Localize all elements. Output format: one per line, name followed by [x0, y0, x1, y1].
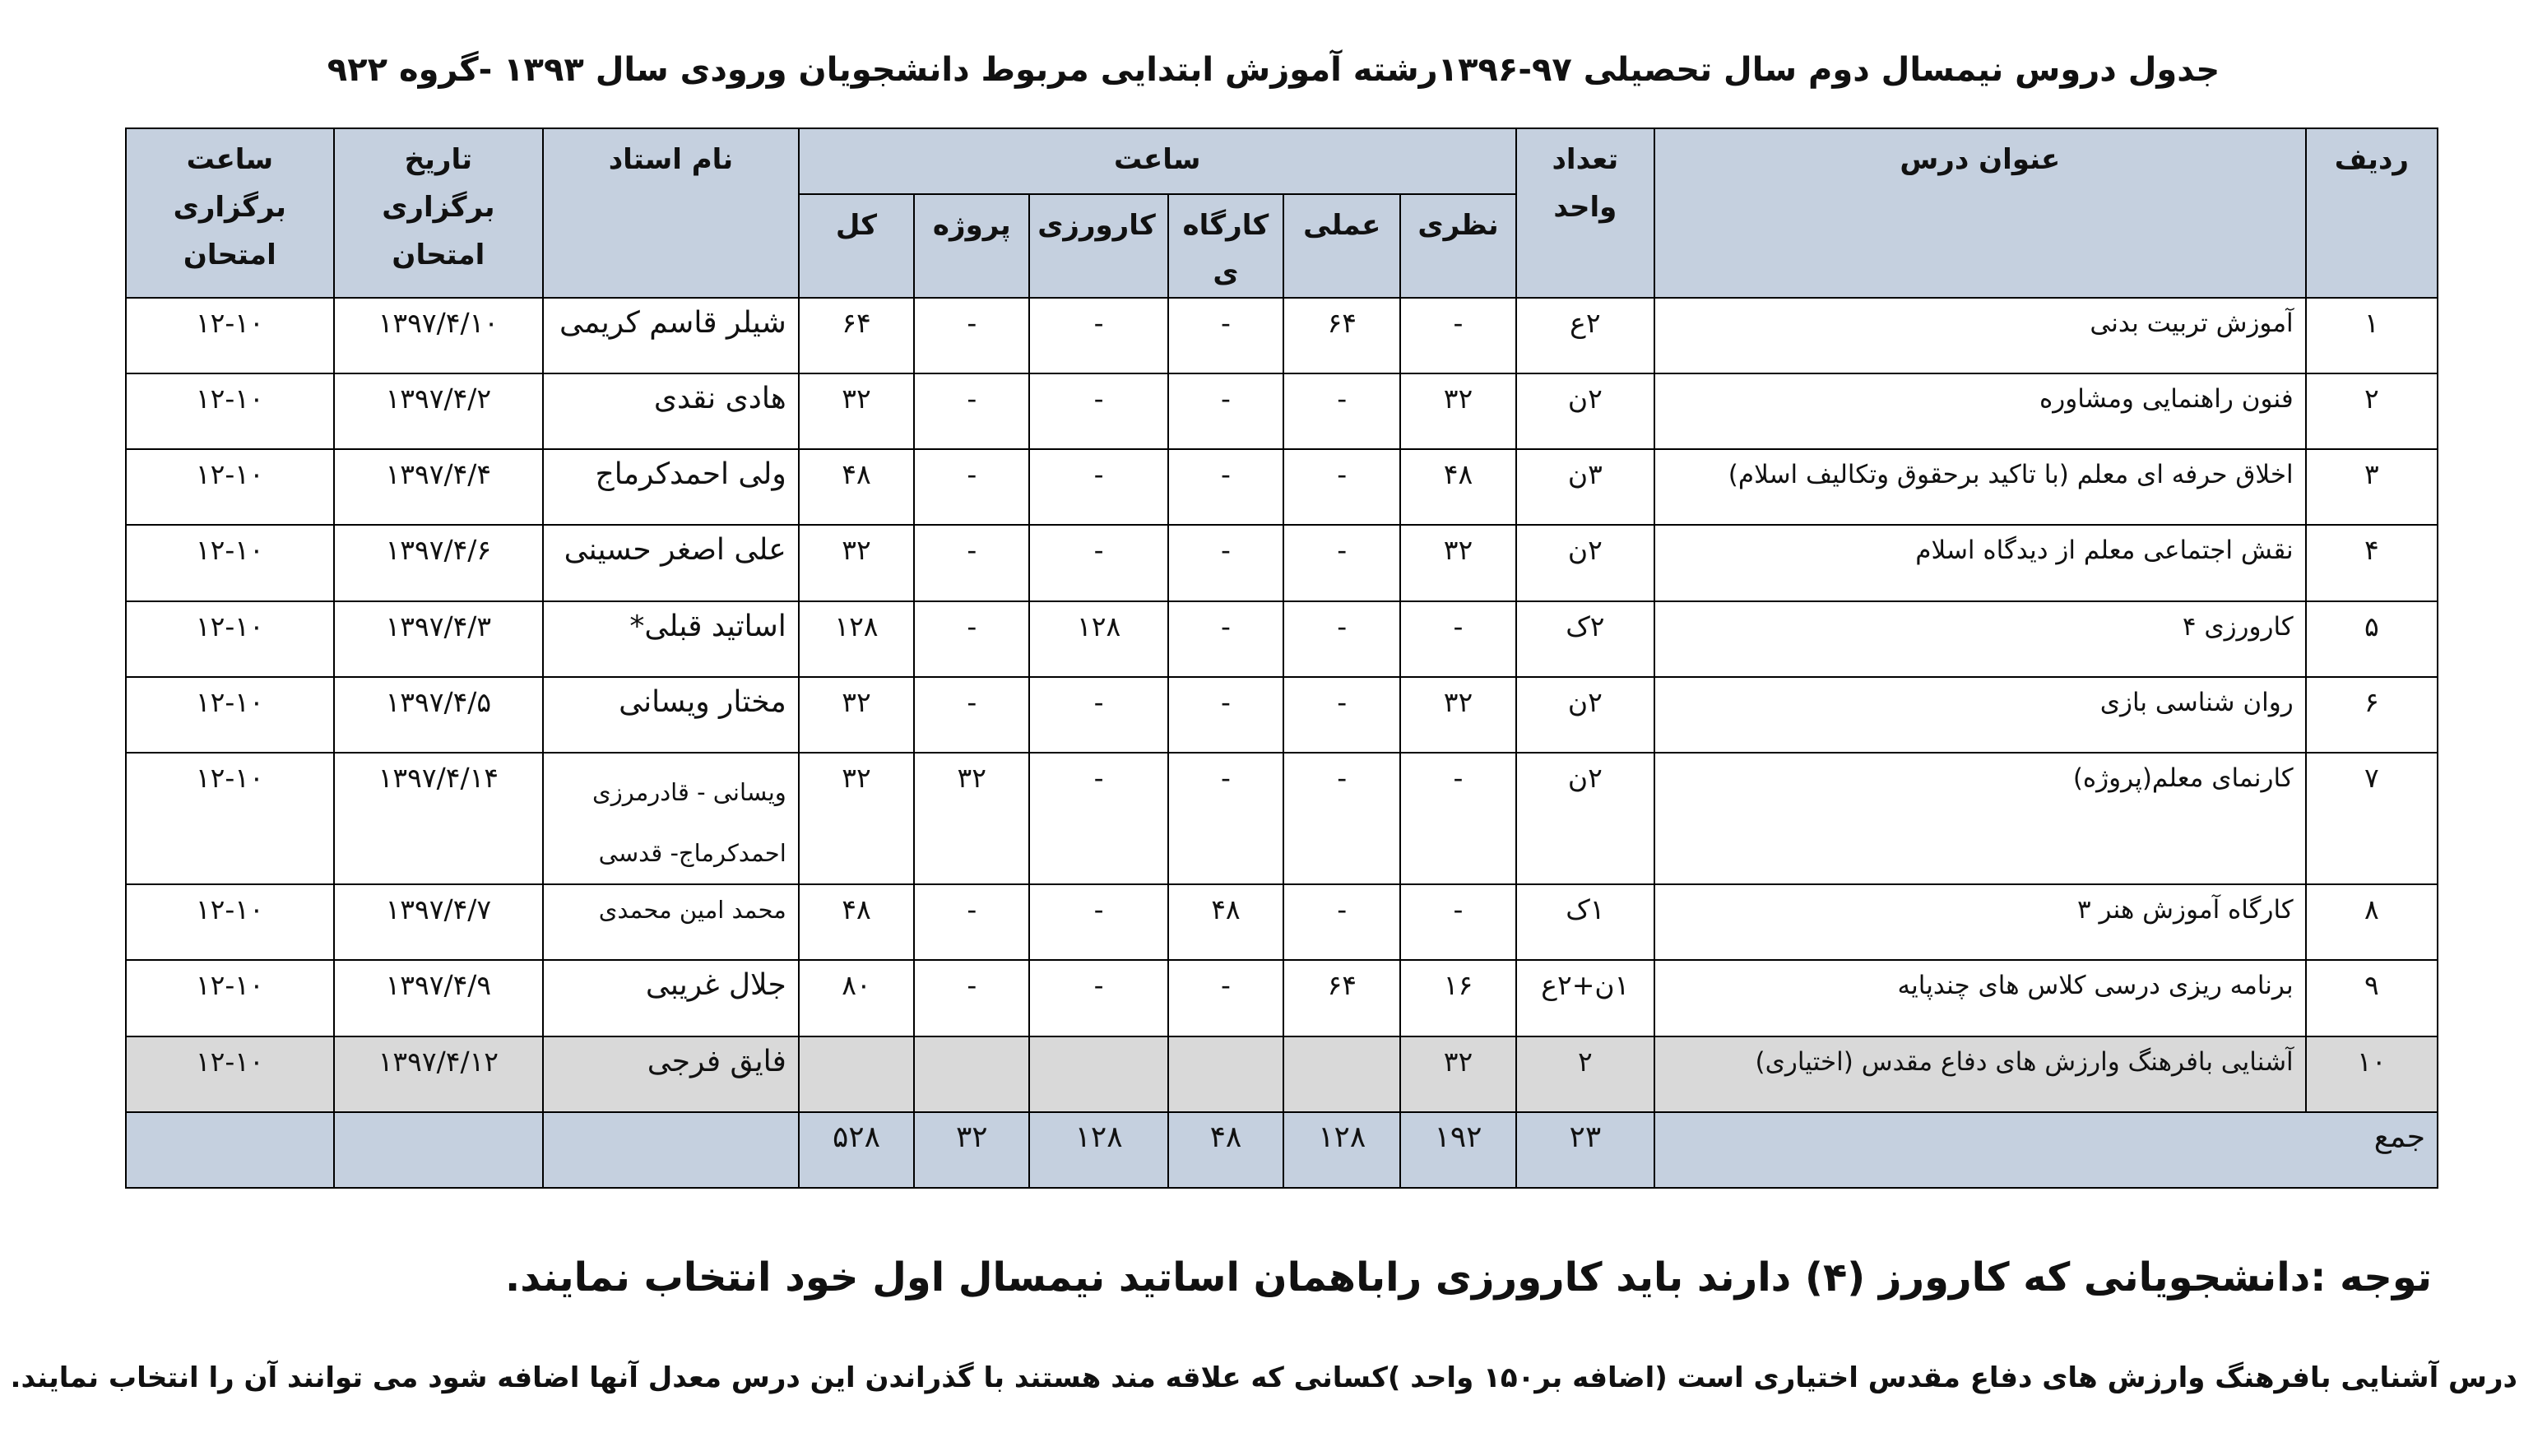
cell-total: ۳۲ [799, 373, 914, 449]
cell-exam-time: ۱۲-۱۰ [126, 449, 334, 525]
cell-theory: ۳۲ [1400, 525, 1515, 600]
totals-theory: ۱۹۲ [1400, 1112, 1515, 1188]
header-total: کل [799, 194, 914, 298]
cell-exam-time: ۱۲-۱۰ [126, 1036, 334, 1112]
cell-workshop: - [1168, 677, 1283, 753]
cell-theory: ۴۸ [1400, 449, 1515, 525]
cell-workshop: - [1168, 753, 1283, 884]
header-course-title: عنوان درس [1654, 128, 2306, 298]
cell-exam-date: ۱۳۹۷/۴/۳ [334, 601, 544, 677]
cell-theory: - [1400, 298, 1515, 373]
cell-practical [1283, 1036, 1400, 1112]
cell-internship: - [1029, 525, 1167, 600]
table-row [126, 884, 2438, 960]
table-row [126, 677, 2438, 753]
totals-units: ۲۳ [1516, 1112, 1654, 1188]
cell-instructor: مختار ویسانی [543, 677, 799, 753]
cell-course-title: روان شناسی بازی [1654, 677, 2306, 753]
header-exam-date: تاریخ برگزاری امتحان [334, 128, 544, 298]
cell-row-no: ۵ [2306, 601, 2438, 677]
header-project: پروژه [914, 194, 1029, 298]
cell-exam-date: ۱۳۹۷/۴/۲ [334, 373, 544, 449]
cell-practical: - [1283, 449, 1400, 525]
cell-internship: - [1029, 753, 1167, 884]
cell-project: - [914, 298, 1029, 373]
totals-internship: ۱۲۸ [1029, 1112, 1167, 1188]
cell-internship: - [1029, 298, 1167, 373]
cell-project: - [914, 525, 1029, 600]
cell-theory: - [1400, 753, 1515, 884]
cell-units: ۲ع [1516, 298, 1654, 373]
cell-exam-time: ۱۲-۱۰ [126, 753, 334, 884]
totals-practical: ۱۲۸ [1283, 1112, 1400, 1188]
cell-total: ۳۲ [799, 525, 914, 600]
cell-exam-time: ۱۲-۱۰ [126, 298, 334, 373]
cell-course-title: نقش اجتماعی معلم از دیدگاه اسلام [1654, 525, 2306, 600]
cell-theory: - [1400, 884, 1515, 960]
cell-exam-time: ۱۲-۱۰ [126, 884, 334, 960]
header-internship: کارورزی [1029, 194, 1167, 298]
cell-total: ۴۸ [799, 884, 914, 960]
cell-course-title: کارورزی ۴ [1654, 601, 2306, 677]
cell-project: - [914, 373, 1029, 449]
cell-internship: - [1029, 884, 1167, 960]
table-row [126, 525, 2438, 600]
cell-course-title: اخلاق حرفه ای معلم (با تاکید برحقوق وتکالیف اسلام) [1654, 449, 2306, 525]
table-row [126, 753, 2438, 884]
cell-internship: - [1029, 449, 1167, 525]
cell-exam-date: ۱۳۹۷/۴/۶ [334, 525, 544, 600]
cell-theory: ۳۲ [1400, 677, 1515, 753]
cell-total: ۸۰ [799, 960, 914, 1036]
totals-empty-exam-date [334, 1112, 544, 1188]
cell-project [914, 1036, 1029, 1112]
cell-theory: ۳۲ [1400, 1036, 1515, 1112]
cell-project: - [914, 884, 1029, 960]
cell-units: ۲ن [1516, 373, 1654, 449]
cell-practical: - [1283, 884, 1400, 960]
header-instructor: نام استاد [543, 128, 799, 298]
table-row [126, 601, 2438, 677]
cell-total: ۳۲ [799, 677, 914, 753]
cell-practical: ۶۴ [1283, 960, 1400, 1036]
cell-total: ۱۲۸ [799, 601, 914, 677]
cell-project: ۳۲ [914, 753, 1029, 884]
cell-practical: - [1283, 753, 1400, 884]
cell-units: ۲ن [1516, 525, 1654, 600]
cell-units: ۲ن [1516, 753, 1654, 884]
cell-exam-date: ۱۳۹۷/۴/۹ [334, 960, 544, 1036]
cell-project: - [914, 677, 1029, 753]
cell-course-title: کارگاه آموزش هنر ۳ [1654, 884, 2306, 960]
header-workshop: کارگاه ی [1168, 194, 1283, 298]
cell-row-no: ۱ [2306, 298, 2438, 373]
header-practical: عملی [1283, 194, 1400, 298]
cell-instructor: محمد امین محمدی [543, 884, 799, 960]
cell-exam-time: ۱۲-۱۰ [126, 373, 334, 449]
cell-practical: ۶۴ [1283, 298, 1400, 373]
cell-internship: ۱۲۸ [1029, 601, 1167, 677]
cell-workshop [1168, 1036, 1283, 1112]
cell-total: ۳۲ [799, 753, 914, 884]
totals-label: جمع [1654, 1112, 2438, 1188]
table-row [126, 960, 2438, 1036]
cell-workshop: - [1168, 525, 1283, 600]
cell-practical: - [1283, 601, 1400, 677]
cell-instructor: علی اصغر حسینی [543, 525, 799, 600]
cell-instructor: ولی احمدکرماج [543, 449, 799, 525]
header-hours: ساعت [799, 128, 1516, 194]
totals-empty-exam-time [126, 1112, 334, 1188]
totals-empty-instructor [543, 1112, 799, 1188]
cell-theory: ۳۲ [1400, 373, 1515, 449]
cell-row-no: ۲ [2306, 373, 2438, 449]
cell-instructor: ویسانی - قادرمرزی احمدکرماج- قدسی [543, 753, 799, 884]
cell-total: ۴۸ [799, 449, 914, 525]
header-theory: نظری [1400, 194, 1515, 298]
cell-course-title: کارنمای معلم(پروژه) [1654, 753, 2306, 884]
cell-practical: - [1283, 373, 1400, 449]
cell-instructor: شیلر قاسم کریمی [543, 298, 799, 373]
course-schedule-table [125, 128, 2438, 1189]
cell-course-title: برنامه ریزی درسی کلاس های چندپایه [1654, 960, 2306, 1036]
table-header [126, 128, 2438, 298]
cell-course-title: آموزش تربیت بدنی [1654, 298, 2306, 373]
cell-practical: - [1283, 525, 1400, 600]
table-row [126, 298, 2438, 373]
cell-theory: ۱۶ [1400, 960, 1515, 1036]
cell-units: ۲ [1516, 1036, 1654, 1112]
cell-workshop: ۴۸ [1168, 884, 1283, 960]
cell-workshop: - [1168, 449, 1283, 525]
cell-project: - [914, 960, 1029, 1036]
cell-internship: - [1029, 960, 1167, 1036]
cell-row-no: ۴ [2306, 525, 2438, 600]
cell-workshop: - [1168, 298, 1283, 373]
cell-practical: - [1283, 677, 1400, 753]
table-row [126, 373, 2438, 449]
cell-project: - [914, 449, 1029, 525]
cell-exam-time: ۱۲-۱۰ [126, 960, 334, 1036]
cell-row-no: ۸ [2306, 884, 2438, 960]
optional-course-note: درس آشنایی بافرهنگ وارزش های دفاع مقدس اختیاری است (اضافه بر۱۵۰ واحد )کسانی که علاقه مند هستند با گذراندن این درس معدل آنها اضافه شود می توانند آن را انتخاب نمایند. [10, 1361, 2517, 1394]
cell-internship: - [1029, 373, 1167, 449]
cell-exam-date: ۱۳۹۷/۴/۷ [334, 884, 544, 960]
cell-units: ۲ن [1516, 677, 1654, 753]
cell-exam-time: ۱۲-۱۰ [126, 601, 334, 677]
cell-workshop: - [1168, 373, 1283, 449]
cell-exam-time: ۱۲-۱۰ [126, 525, 334, 600]
cell-units: ۲ک [1516, 601, 1654, 677]
cell-instructor: هادی نقدی [543, 373, 799, 449]
cell-units: ۱ن+۲ع [1516, 960, 1654, 1036]
cell-internship: - [1029, 677, 1167, 753]
cell-course-title: آشنایی بافرهنگ وارزش های دفاع مقدس (اختیاری) [1654, 1036, 2306, 1112]
page-title: جدول دروس نیمسال دوم سال تحصیلی ۹۷-۱۳۹۶رشته آموزش ابتدایی مربوط دانشجویان ورودی سال ۱۳۹۳ -گروه ۹۲۲ [327, 51, 2220, 89]
cell-exam-date: ۱۳۹۷/۴/۱۴ [334, 753, 544, 884]
cell-total [799, 1036, 914, 1112]
cell-internship [1029, 1036, 1167, 1112]
table-row-optional [126, 1036, 2438, 1112]
cell-row-no: ۱۰ [2306, 1036, 2438, 1112]
header-units: تعداد واحد [1516, 128, 1654, 298]
cell-exam-date: ۱۳۹۷/۴/۱۲ [334, 1036, 544, 1112]
cell-total: ۶۴ [799, 298, 914, 373]
cell-instructor: جلال غریبی [543, 960, 799, 1036]
cell-workshop: - [1168, 601, 1283, 677]
cell-exam-date: ۱۳۹۷/۴/۱۰ [334, 298, 544, 373]
totals-total: ۵۲۸ [799, 1112, 914, 1188]
cell-row-no: ۶ [2306, 677, 2438, 753]
cell-row-no: ۳ [2306, 449, 2438, 525]
table-row [126, 449, 2438, 525]
cell-instructor: فایق فرجی [543, 1036, 799, 1112]
cell-units: ۳ن [1516, 449, 1654, 525]
cell-instructor: اساتید قبلی* [543, 601, 799, 677]
cell-units: ۱ک [1516, 884, 1654, 960]
cell-project: - [914, 601, 1029, 677]
cell-course-title: فنون راهنمایی ومشاوره [1654, 373, 2306, 449]
cell-row-no: ۹ [2306, 960, 2438, 1036]
cell-row-no: ۷ [2306, 753, 2438, 884]
header-row-no: ردیف [2306, 128, 2438, 298]
cell-exam-date: ۱۳۹۷/۴/۴ [334, 449, 544, 525]
cell-exam-date: ۱۳۹۷/۴/۵ [334, 677, 544, 753]
cell-exam-time: ۱۲-۱۰ [126, 677, 334, 753]
cell-workshop: - [1168, 960, 1283, 1036]
internship-note: توجه :دانشجویانی که کارورز (۴) دارند باید کارورزی راباهمان اساتید نیمسال اول خود انتخاب نمایند. [505, 1254, 2432, 1301]
totals-row [126, 1112, 2438, 1188]
header-exam-time: ساعت برگزاری امتحان [126, 128, 334, 298]
totals-project: ۳۲ [914, 1112, 1029, 1188]
cell-theory: - [1400, 601, 1515, 677]
totals-workshop: ۴۸ [1168, 1112, 1283, 1188]
